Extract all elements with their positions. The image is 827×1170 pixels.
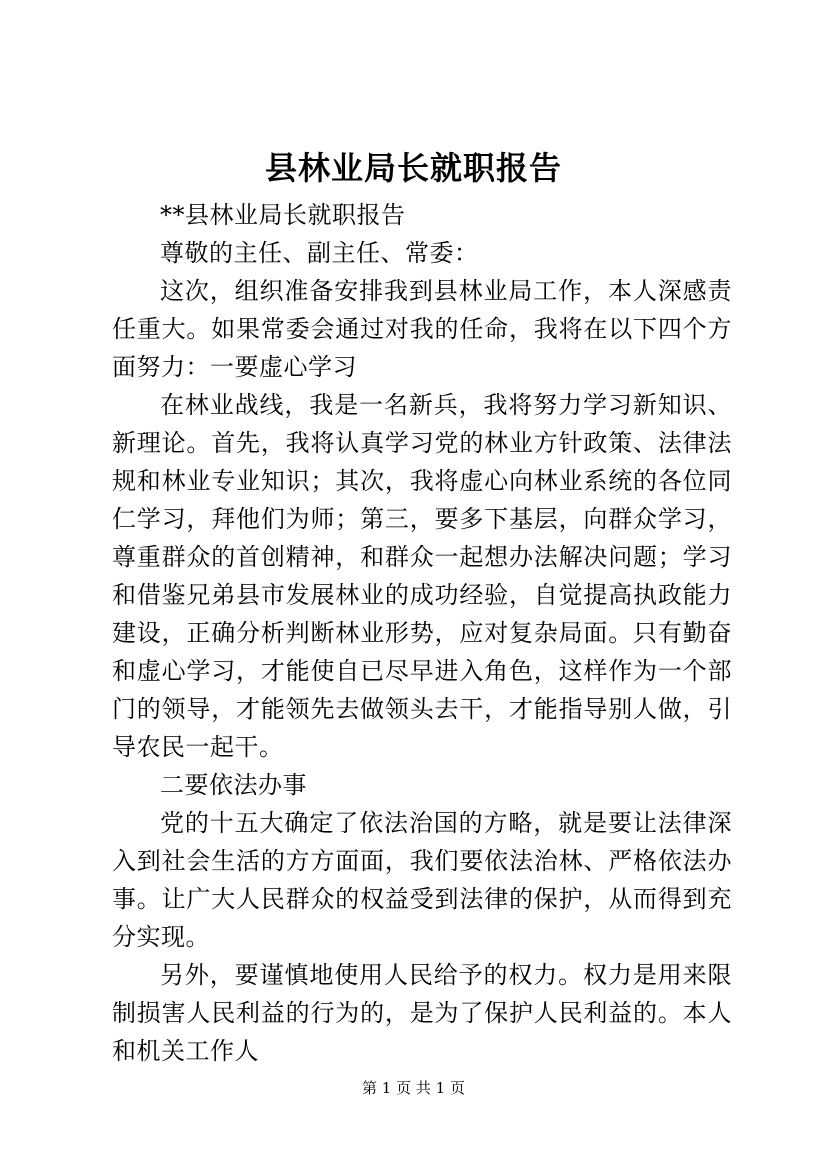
- body-paragraph-4: 在林业战线，我是一名新兵，我将努力学习新知识、新理论。首先，我将认真学习党的林业方针政策、法律法规和林业专业知识；其次，我将虚心向林业系统的各位同仁学习，拜他们为师；第三，要多下基层，向群众学习，尊重群众的首创精神，和群众一起想办法解决问题；学习和借鉴兄弟县市发展林业的成功经验，自觉提高执政能力建设，正确分析判断林业形势，应对复杂局面。只有勤奋和虚心学习，才能使自已尽早进入角色，这样作为一个部门的领导，才能领先去做领头去干，才能指导别人做，引导农民一起干。: [112, 391, 732, 761]
- body-paragraph-5: 二要依法办事: [160, 771, 307, 799]
- page-footer: 第 1 页 共 1 页: [362, 1079, 465, 1097]
- body-paragraph-3: 这次，组织准备安排我到县林业局工作，本人深感责任重大。如果常委会通过对我的任命，我将在以下四个方面努力：一要虚心学习: [112, 277, 732, 381]
- body-paragraph-7: 另外，要谨慎地使用人民给予的权力。权力是用来限制损害人民利益的行为的，是为了保护人民利益的。本人和机关工作人: [112, 961, 732, 1065]
- body-paragraph-1: **县林业局长就职报告: [160, 201, 406, 229]
- body-paragraph-6: 党的十五大确定了依法治国的方略，就是要让法律深入到社会生活的方方面面，我们要依法治林、严格依法办事。让广大人民群众的权益受到法律的保护，从而得到充分实现。: [112, 809, 732, 951]
- document-body: [112, 196, 732, 1070]
- document-title: 县林业局长就职报告: [264, 149, 562, 187]
- body-paragraph-2: 尊敬的主任、副主任、常委：: [160, 239, 479, 267]
